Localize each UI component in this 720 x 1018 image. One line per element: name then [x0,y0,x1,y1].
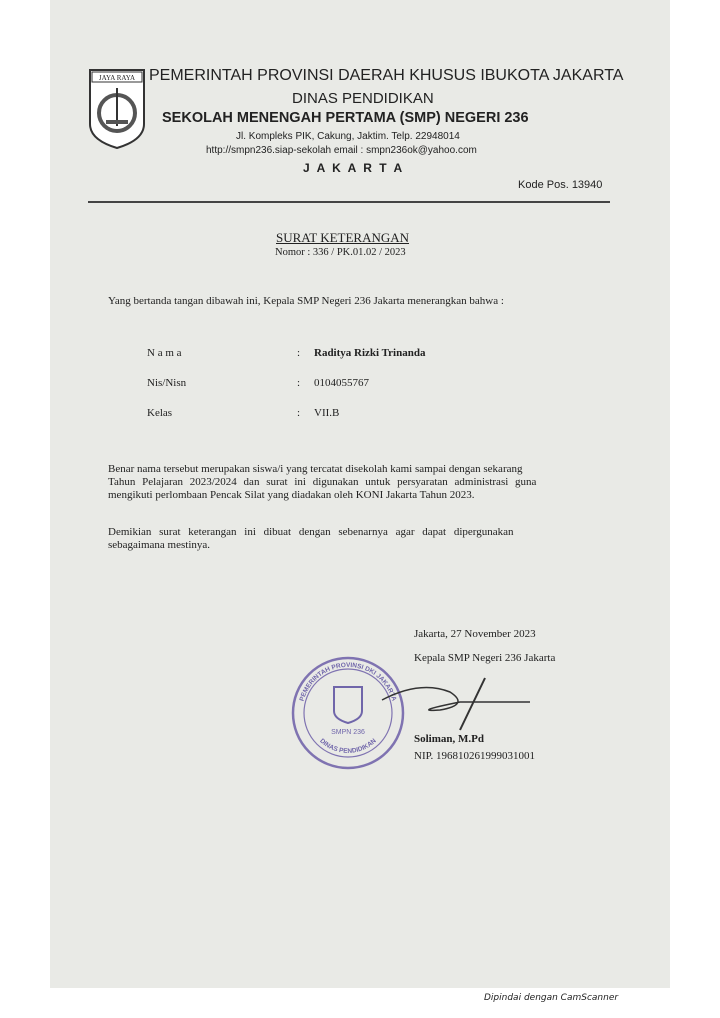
signer-name: Soliman, M.Pd [414,733,484,745]
svg-text:JAYA RAYA: JAYA RAYA [98,74,136,82]
signer-nip: NIP. 196810261999031001 [414,750,536,762]
colon: : [297,407,301,419]
paragraph-1-line: Tahun Pelajaran 2023/2024 dan surat ini digunakan untuk persyaratan administrasi guna [108,476,537,488]
intro-text: Yang bertanda tangan dibawah ini, Kepala SMP Negeri 236 Jakarta menerangkan bahwa : [108,295,504,307]
field-label-name: N a m a [147,347,182,359]
place-date: Jakarta, 27 November 2023 [414,628,536,640]
colon: : [297,377,301,389]
city: J A K A R T A [303,161,405,175]
letterhead-line2: DINAS PENDIDIKAN [292,90,434,107]
field-label-class: Kelas [147,407,173,419]
signer-position: Kepala SMP Negeri 236 Jakarta [414,652,556,664]
school-name: SEKOLAH MENENGAH PERTAMA (SMP) NEGERI 236 [162,110,529,126]
letterhead-line1: PEMERINTAH PROVINSI DAERAH KHUSUS IBUKOTA JAKARTA [149,67,624,84]
colon: : [297,347,301,359]
field-label-nis: Nis/Nisn [147,377,187,389]
paragraph-1-line: Benar nama tersebut merupakan siswa/i yang tercatat disekolah kami sampai dengan sekarang [108,463,523,475]
jaya-raya-logo [88,68,146,150]
field-value-nis: 0104055767 [314,377,369,389]
postal-code: Kode Pos. 13940 [518,179,603,191]
svg-text:PEMERINTAH PROVINSI DKI JAKART: PEMERINTAH PROVINSI DKI JAKARTA [298,661,398,703]
paragraph-1-line: mengikuti perlombaan Pencak Silat yang diadakan oleh KONI Jakarta Tahun 2023. [108,489,475,501]
svg-text:DINAS PENDIDIKAN: DINAS PENDIDIKAN [318,737,378,755]
school-address: Jl. Kompleks PIK, Cakung, Jaktim. Telp. 22948014 [236,131,460,142]
letter-title: SURAT KETERANGAN [276,230,410,245]
svg-text:SMPN 236: SMPN 236 [331,729,365,736]
field-value-name: Raditya Rizki Trinanda [314,347,426,359]
scanner-watermark: Dipindai dengan CamScanner [484,993,619,1003]
letter-number: Nomor : 336 / PK.01.02 / 2023 [275,247,406,258]
paragraph-2-line: Demikian surat keterangan ini dibuat dengan sebenarnya agar dapat dipergunakan [108,526,514,538]
paragraph-2-line: sebagaimana mestinya. [108,539,211,551]
letterhead-divider [88,201,610,203]
field-value-class: VII.B [314,407,340,419]
school-contact: http://smpn236.siap-sekolah email : smpn236ok@yahoo.com [206,145,477,156]
